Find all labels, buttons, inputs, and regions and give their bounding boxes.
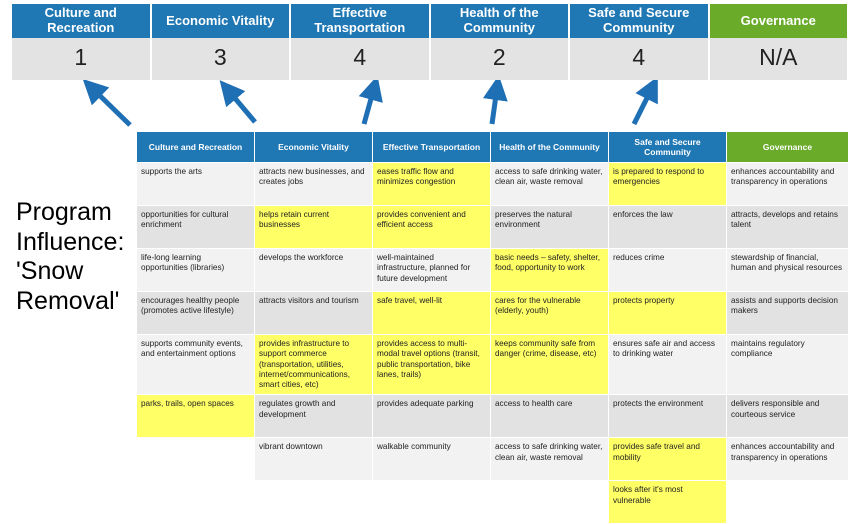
matrix-cell: supports community events, and entertainment options <box>137 335 255 395</box>
score-culture-and-recreation: 1 <box>12 38 152 80</box>
arrow-economic-vitality <box>228 90 255 122</box>
score-health-of-the-community: 2 <box>431 38 571 80</box>
matrix-cell: eases traffic flow and minimizes congestion <box>373 163 491 206</box>
matrix-cell: vibrant downtown <box>255 438 373 481</box>
scorecard-header-economic-vitality: Economic Vitality <box>152 4 292 38</box>
table-row <box>137 206 849 249</box>
scorecard-header-effective-transportation: Effective Transportation <box>291 4 431 38</box>
table-row <box>137 395 849 438</box>
arrow-culture-and-recreation <box>92 88 130 125</box>
table-row <box>137 163 849 206</box>
matrix-cell: reduces crime <box>609 249 727 292</box>
matrix-cell: keeps community safe from danger (crime, disease, etc) <box>491 335 609 395</box>
matrix-cell: access to health care <box>491 395 609 438</box>
matrix-header-safe-and-secure-community: Safe and Secure Community <box>609 132 727 163</box>
arrow-effective-transportation <box>364 88 374 124</box>
matrix-cell: ensures safe air and access to drinking water <box>609 335 727 395</box>
matrix-cell: provides adequate parking <box>373 395 491 438</box>
matrix-cell: is prepared to respond to emergencies <box>609 163 727 206</box>
matrix-cell: walkable community <box>373 438 491 481</box>
caption-line-1: Program <box>16 198 112 226</box>
matrix-cell-empty <box>137 481 255 524</box>
matrix-header-economic-vitality: Economic Vitality <box>255 132 373 163</box>
matrix-cell-empty <box>137 438 255 481</box>
matrix-cell: enhances accountability and transparency in operations <box>727 438 849 481</box>
scorecard-header-row <box>12 4 847 38</box>
matrix-cell-empty <box>727 481 849 524</box>
matrix-cell: protects the environment <box>609 395 727 438</box>
matrix-cell: provides convenient and efficient access <box>373 206 491 249</box>
matrix-header-row <box>137 132 849 163</box>
matrix-cell: preserves the natural environment <box>491 206 609 249</box>
table-row <box>137 249 849 292</box>
scorecard-score-row <box>12 38 847 80</box>
score-safe-and-secure-community: 4 <box>570 38 710 80</box>
matrix-cell: supports the arts <box>137 163 255 206</box>
matrix-cell: encourages healthy people (promotes active lifestyle) <box>137 292 255 335</box>
matrix-cell: helps retain current businesses <box>255 206 373 249</box>
caption-line-4: Removal' <box>16 286 120 315</box>
matrix-cell: looks after it's most vulnerable <box>609 481 727 524</box>
matrix-cell: maintains regulatory compliance <box>727 335 849 395</box>
score-effective-transportation: 4 <box>291 38 431 80</box>
arrow-health-of-the-community <box>492 88 497 124</box>
matrix-header-health-of-the-community: Health of the Community <box>491 132 609 163</box>
matrix-cell: stewardship of financial, human and physical resources <box>727 249 849 292</box>
influence-matrix <box>136 131 849 524</box>
caption-line-3: 'Snow <box>16 257 84 285</box>
matrix-header-effective-transportation: Effective Transportation <box>373 132 491 163</box>
matrix-cell: regulates growth and development <box>255 395 373 438</box>
matrix-cell: attracts new businesses, and creates jobs <box>255 163 373 206</box>
matrix-cell: safe travel, well-lit <box>373 292 491 335</box>
matrix-cell: enhances accountability and transparency in operations <box>727 163 849 206</box>
score-governance: N/A <box>759 44 798 70</box>
matrix-cell: protects property <box>609 292 727 335</box>
matrix-cell: assists and supports decision makers <box>727 292 849 335</box>
matrix-cell: access to safe drinking water, clean air, waste removal <box>491 163 609 206</box>
matrix-cell: access to safe drinking water, clean air, waste removal <box>491 438 609 481</box>
matrix-cell: basic needs – safety, shelter, food, opportunity to work <box>491 249 609 292</box>
scorecard <box>12 4 847 80</box>
matrix-cell: life-long learning opportunities (libraries) <box>137 249 255 292</box>
table-row <box>137 438 849 481</box>
matrix-cell: attracts, develops and retains talent <box>727 206 849 249</box>
table-row <box>137 481 849 524</box>
matrix-header-governance: Governance <box>727 132 849 163</box>
scorecard-header-health-of-the-community: Health of the Community <box>431 4 571 38</box>
matrix-cell: parks, trails, open spaces <box>137 395 255 438</box>
matrix-cell: well-maintained infrastructure, planned for future development <box>373 249 491 292</box>
matrix-cell: attracts visitors and tourism <box>255 292 373 335</box>
table-row <box>137 335 849 395</box>
matrix-cell-empty <box>373 481 491 524</box>
scorecard-header-culture-and-recreation: Culture and Recreation <box>12 4 152 38</box>
program-influence-caption <box>16 198 136 316</box>
scorecard-header-governance: Governance <box>710 4 848 38</box>
caption-line-2: Influence: <box>16 227 125 256</box>
matrix-cell: provides safe travel and mobility <box>609 438 727 481</box>
score-economic-vitality: 3 <box>152 38 292 80</box>
scorecard-header-safe-and-secure-community: Safe and Secure Community <box>570 4 710 38</box>
matrix-cell: provides access to multi-modal travel options (transit, public transportation, bike lanes, trails) <box>373 335 491 395</box>
arrow-group <box>0 80 859 135</box>
matrix-header-culture-and-recreation: Culture and Recreation <box>137 132 255 163</box>
matrix-cell: opportunities for cultural enrichment <box>137 206 255 249</box>
table-row <box>137 292 849 335</box>
matrix-cell: delivers responsible and courteous service <box>727 395 849 438</box>
matrix-cell-empty <box>491 481 609 524</box>
matrix-cell: cares for the vulnerable (elderly, youth) <box>491 292 609 335</box>
matrix-cell: provides infrastructure to support commerce (transportation, utilities, internet/communications, smart cities, etc) <box>255 335 373 395</box>
matrix-cell: develops the workforce <box>255 249 373 292</box>
arrow-safe-and-secure-community <box>634 88 652 124</box>
matrix-cell: enforces the law <box>609 206 727 249</box>
matrix-cell-empty <box>255 481 373 524</box>
